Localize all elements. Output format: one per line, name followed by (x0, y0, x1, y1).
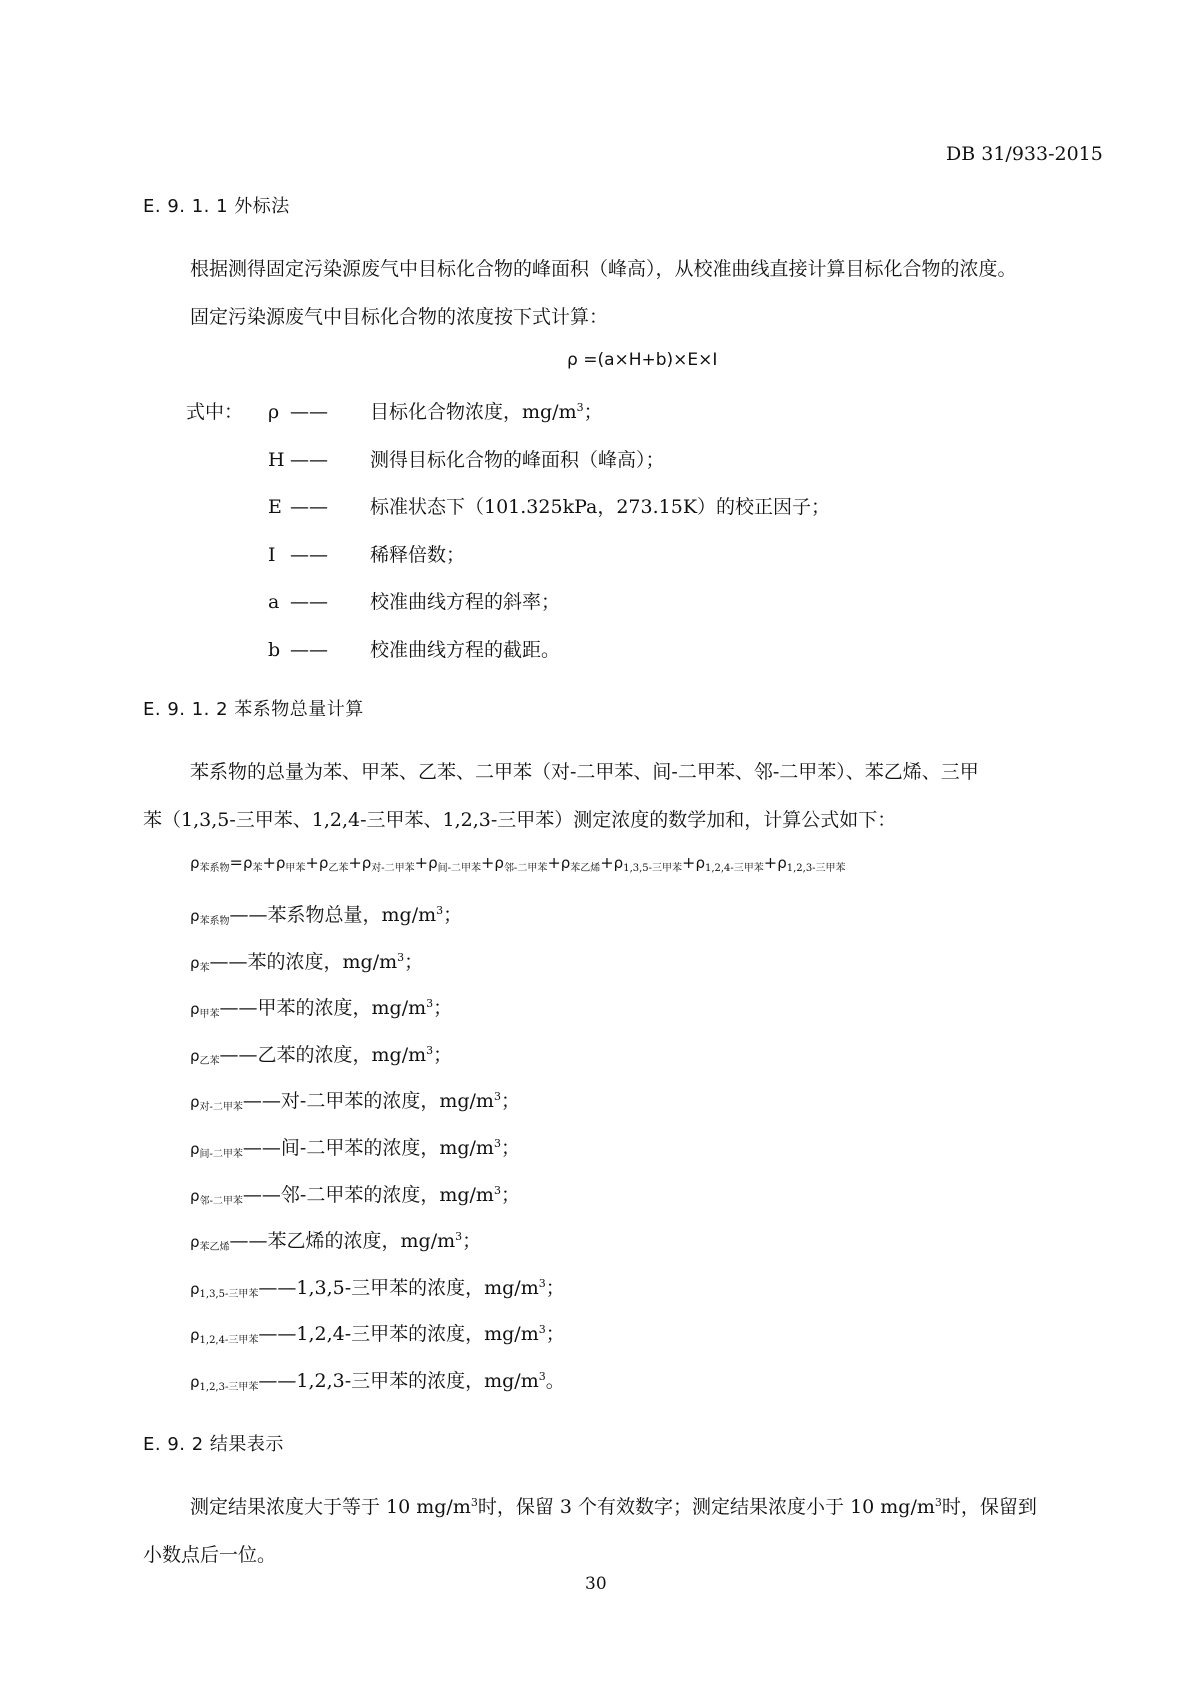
plus-sign: + (600, 853, 614, 872)
rho-definition-row (190, 900, 462, 927)
definition-text: 校准曲线方程的截距。 (370, 638, 561, 661)
definition-symbol: a (268, 591, 280, 613)
rho-symbol: ρ (190, 1046, 200, 1065)
rho-definition-row (190, 993, 452, 1020)
rho-definition-text: ——间-二甲苯的浓度，mg/m (242, 1137, 494, 1159)
paragraph: 苯系物的总量为苯、甲苯、乙苯、二甲苯（对-二甲苯、间-二甲苯、邻-二甲苯）、苯乙烯、三甲 (190, 761, 979, 783)
rho-definition-row (190, 1040, 452, 1067)
result-text-a: 测定结果浓度大于等于 10 mg/m (190, 1496, 471, 1518)
rho-symbol: ρ (613, 854, 624, 872)
rho-symbol: ρ (242, 854, 253, 872)
subscript: 苯 (252, 863, 263, 874)
rho-definition-tail: ； (545, 1276, 565, 1299)
equals-sign: = (229, 853, 243, 872)
rho-definition-row (190, 1226, 481, 1253)
superscript: 3 (493, 1183, 501, 1197)
superscript: 3 (576, 401, 584, 414)
subscript: 苯乙烯 (570, 863, 601, 874)
superscript: 3 (455, 1230, 463, 1244)
rho-symbol: ρ (695, 854, 705, 872)
subscript: 1,3,5-三甲苯 (199, 1288, 259, 1300)
rho-symbol: ρ (560, 854, 571, 872)
definition-row (268, 587, 560, 614)
rho-definition-text: ——苯的浓度，mg/m (209, 950, 398, 973)
rho-definition-tail: ； (545, 1323, 565, 1346)
rho-definition-text: ——苯乙烯的浓度，mg/m (229, 1230, 456, 1253)
plus-sign: + (348, 853, 362, 872)
rho-definition-text: ——乙苯的浓度，mg/m (219, 1043, 427, 1066)
definition-symbol: ρ (268, 401, 280, 423)
section-heading-e912: E. 9. 1. 2 苯系物总量计算 (143, 699, 364, 720)
rho-definition-text: ——1,3,5-三甲苯的浓度，mg/m (258, 1276, 539, 1299)
superscript: 3 (493, 1137, 501, 1150)
definition-symbol: H (268, 448, 285, 471)
rho-symbol: ρ (494, 854, 504, 872)
subscript: 1,2,3-三甲苯 (199, 1382, 259, 1393)
rho-symbol: ρ (190, 1373, 200, 1391)
rho-definition-row (190, 1180, 520, 1207)
rho-definition-tail: ； (500, 1137, 520, 1159)
rho-definition-tail: ； (433, 997, 453, 1020)
rho-definition-text: ——1,2,4-三甲苯的浓度，mg/m (258, 1323, 539, 1346)
paragraph: 小数点后一位。 (143, 1544, 277, 1566)
rho-symbol: ρ (275, 854, 286, 872)
rho-definition-row (190, 947, 423, 974)
subscript: 乙苯 (199, 1055, 220, 1067)
superscript: 3 (426, 1043, 434, 1057)
plus-sign: + (414, 853, 429, 872)
rho-definition-row (190, 1086, 520, 1113)
result-paragraph (190, 1492, 1037, 1519)
rho-symbol: ρ (190, 953, 200, 972)
rho-definition-row (190, 1366, 565, 1393)
definition-dash: —— (290, 543, 328, 566)
superscript: 3 (538, 1323, 546, 1337)
rho-definition-row (190, 1133, 520, 1160)
rho-definition-tail: ； (462, 1230, 482, 1253)
subscript: 间-二甲苯 (437, 863, 481, 874)
subscript: 1,2,4-三甲苯 (199, 1335, 259, 1347)
superscript: 3 (493, 1090, 501, 1104)
superscript: 3 (426, 997, 434, 1011)
definition-row (268, 445, 665, 472)
rho-definition-tail: ； (433, 1043, 453, 1066)
rho-definition-text: ——1,2,3-三甲苯的浓度，mg/m (258, 1370, 539, 1392)
rho-symbol: ρ (428, 854, 438, 872)
rho-definition-text: ——甲苯的浓度，mg/m (219, 997, 427, 1020)
subscript: 1,3,5-三甲苯 (623, 863, 683, 874)
subscript: 乙苯 (328, 863, 349, 874)
definition-symbol: I (268, 543, 276, 566)
paragraph: 苯（1,3,5-三甲苯、1,2,4-三甲苯、1,2,3-三甲苯）测定浓度的数学加和，计算公式如下： (143, 809, 897, 831)
subscript: 1,2,3-三甲苯 (786, 863, 846, 874)
subscript: 苯 (199, 962, 210, 974)
superscript: 3 (436, 904, 444, 917)
subscript: 甲苯 (199, 1009, 220, 1021)
rho-definition-tail: ； (443, 904, 463, 926)
subscript: 邻-二甲苯 (199, 1195, 243, 1207)
definition-row (268, 540, 465, 567)
plus-sign: + (682, 853, 696, 872)
superscript: 3 (470, 1496, 478, 1509)
rho-symbol: ρ (361, 854, 372, 872)
rho-symbol: ρ (190, 1326, 200, 1345)
rho-definition-tail: ； (500, 1090, 520, 1113)
plus-sign: + (763, 853, 778, 872)
concentration-formula: ρ =(a×H+b)×E×I (567, 350, 718, 370)
definition-dash: —— (290, 591, 328, 613)
subscript: 间-二甲苯 (199, 1149, 243, 1160)
rho-definition-row (190, 1319, 565, 1346)
rho-symbol: ρ (777, 854, 787, 872)
rho-symbol: ρ (190, 854, 200, 872)
rho-definition-text: ——邻-二甲苯的浓度，mg/m (242, 1183, 494, 1206)
subscript: 对-二甲苯 (199, 1102, 243, 1114)
rho-symbol: ρ (318, 854, 329, 872)
definition-text: 测得目标化合物的峰面积（峰高）； (370, 448, 665, 471)
result-text-b: 时，保留 3 个有效数字；测定结果浓度小于 10 mg/m (477, 1496, 935, 1518)
section-heading-e911: E. 9. 1. 1 外标法 (143, 196, 290, 217)
definition-row (268, 397, 603, 424)
definition-tail: ； (583, 401, 603, 423)
subscript: 对-二甲苯 (371, 863, 415, 874)
definition-dash: —— (290, 401, 328, 423)
rho-definition-text: ——苯系物总量，mg/m (229, 904, 437, 926)
sum-formula (190, 853, 846, 874)
rho-symbol: ρ (190, 1140, 200, 1158)
subscript: 1,2,4-三甲苯 (704, 863, 764, 874)
superscript: 3 (538, 1370, 546, 1383)
definition-dash: —— (290, 496, 328, 518)
subscript: 邻-二甲苯 (503, 863, 548, 874)
plus-sign: + (262, 853, 276, 872)
definition-symbol: b (268, 638, 281, 661)
rho-symbol: ρ (190, 1279, 200, 1298)
paragraph: 固定污染源废气中目标化合物的浓度按下式计算： (190, 306, 609, 328)
rho-symbol: ρ (190, 907, 200, 925)
superscript: 3 (538, 1276, 546, 1290)
subscript: 苯系物 (199, 863, 230, 874)
definition-dash: —— (290, 638, 328, 661)
rho-definition-tail: 。 (545, 1370, 565, 1392)
definition-symbol: E (268, 496, 282, 518)
rho-definition-text: ——对-二甲苯的浓度，mg/m (242, 1090, 494, 1113)
definition-row (268, 492, 830, 519)
paragraph: 根据测得固定污染源废气中目标化合物的峰面积（峰高），从校准曲线直接计算目标化合物的浓度。 (190, 258, 1017, 280)
result-text-c: 时，保留到 (941, 1496, 1037, 1518)
superscript: 3 (934, 1496, 942, 1509)
subscript: 甲苯 (285, 863, 306, 874)
subscript: 苯乙烯 (199, 1242, 230, 1254)
page-number: 30 (585, 1574, 607, 1594)
definition-text: 校准曲线方程的斜率； (370, 591, 561, 613)
rho-symbol: ρ (190, 1233, 200, 1252)
plus-sign: + (305, 853, 319, 872)
subscript: 苯系物 (199, 916, 230, 927)
definition-text: 标准状态下（101.325kPa，273.15K）的校正因子； (370, 496, 831, 518)
plus-sign: + (547, 853, 561, 872)
rho-definition-row (190, 1273, 565, 1300)
document-id: DB 31/933-2015 (946, 143, 1103, 165)
rho-symbol: ρ (190, 1093, 200, 1112)
section-heading-e92: E. 9. 2 结果表示 (143, 1434, 284, 1455)
definition-row (268, 635, 560, 662)
definition-dash: —— (290, 448, 328, 471)
rho-symbol: ρ (190, 1186, 200, 1205)
rho-symbol: ρ (190, 1000, 200, 1019)
superscript: 3 (397, 950, 405, 964)
rho-definition-tail: ； (404, 950, 424, 973)
definition-text: 稀释倍数； (370, 543, 466, 566)
definition-text: 目标化合物浓度，mg/m (370, 401, 577, 423)
rho-definition-tail: ； (500, 1183, 520, 1206)
plus-sign: + (481, 853, 495, 872)
where-label: 式中： (186, 401, 244, 423)
